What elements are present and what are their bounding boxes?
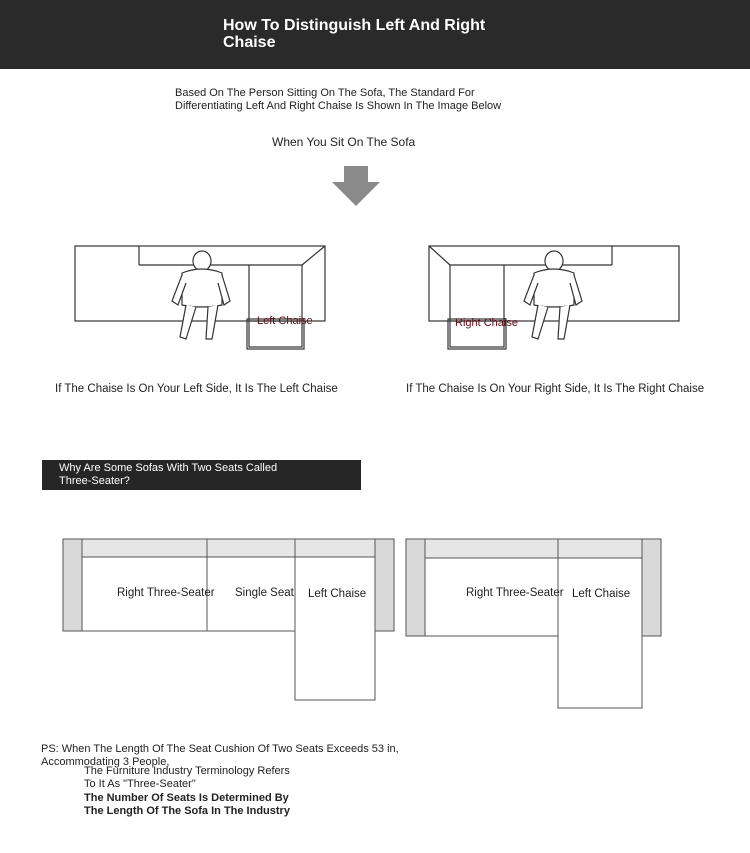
sit-label: When You Sit On The Sofa (272, 135, 416, 149)
person-icon (172, 251, 230, 339)
sofa-diagram-1 (62, 538, 396, 702)
intro-line-1: Based On The Person Sitting On The Sofa, The Standard For (175, 87, 475, 99)
sofa2-right-three-seater: Right Three-Seater (466, 587, 564, 599)
ps-line-4: To It As "Three-Seater" (84, 778, 196, 790)
sofa-diagram-2 (405, 538, 663, 710)
intro-line-2: Differentiating Left And Right Chaise Is Shown In The Image Below (175, 100, 502, 112)
sofa1-left-chaise: Left Chaise (308, 588, 367, 600)
right-chaise-caption: If The Chaise Is On Your Right Side, It Is The Right Chaise (406, 383, 705, 395)
ps-terminology (84, 765, 344, 791)
right-chaise-diagram (426, 243, 682, 355)
ps-line-2: Accommodating 3 People, (41, 756, 170, 768)
person-icon (524, 251, 582, 339)
banner-line-2: Three-Seater? (59, 475, 130, 487)
ps-line-6: The Length Of The Sofa In The Industry (84, 805, 290, 817)
ps-line-3: The Furniture Industry Terminology Refers (84, 765, 290, 777)
sofa1-single-seat: Single Seat (235, 587, 294, 599)
left-chaise-caption: If The Chaise Is On Your Left Side, It Is The Left Chaise (55, 383, 338, 395)
left-chaise-label: Left Chaise (257, 315, 313, 327)
sofa1-right-three-seater: Right Three-Seater (117, 587, 215, 599)
intro-text (175, 87, 565, 113)
banner-line-1: Why Are Some Sofas With Two Seats Called (59, 462, 278, 474)
page-title-text: How To Distinguish Left And Right Chaise (223, 17, 486, 51)
page-title (223, 17, 523, 51)
right-chaise-label: Right Chaise (455, 317, 518, 329)
left-chaise-diagram (72, 243, 328, 355)
ps-line-5: The Number Of Seats Is Determined By (84, 792, 289, 804)
question-banner-text (59, 462, 354, 488)
ps-seat-rule (84, 792, 344, 818)
sofa2-left-chaise: Left Chaise (572, 588, 631, 600)
down-arrow-icon (330, 166, 382, 208)
ps-line-1: PS: When The Length Of The Seat Cushion Of Two Seats Exceeds 53 in, (41, 743, 399, 755)
